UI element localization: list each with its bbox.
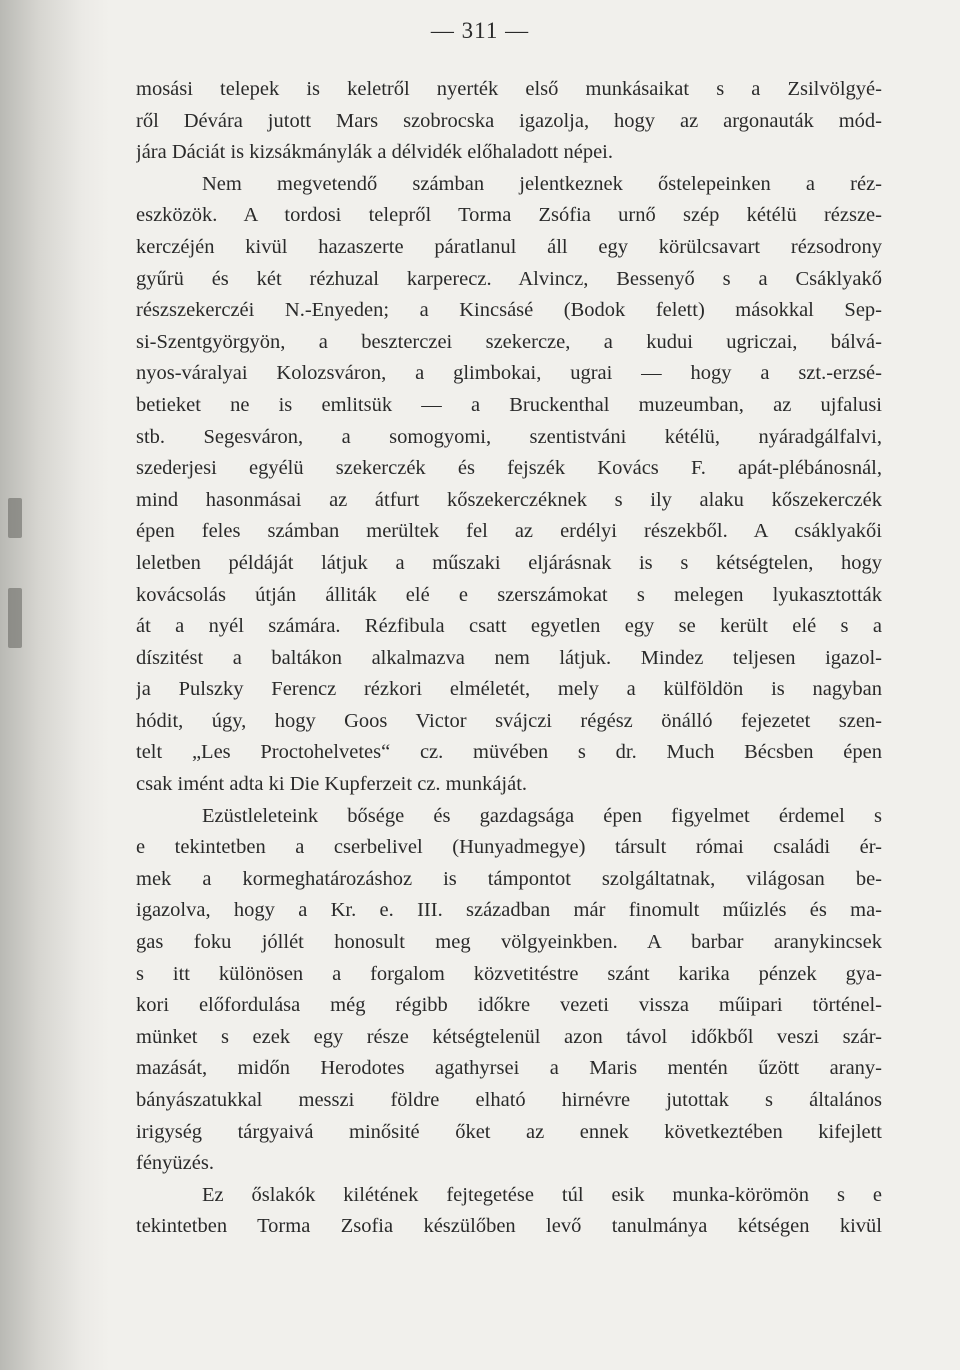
- text-line: jára Dáciát is kizsákmánylák a délvidék előhaladott népei.: [136, 141, 614, 164]
- text-line: e tekintetben a cserbelivel (Hunyadmegye) társult római családi ér-: [136, 836, 882, 859]
- text-line: csak imént adta ki Die Kupferzeit cz. munkáját.: [136, 773, 528, 796]
- text-line: mazását, midőn Herodotes agathyrsei a Maris mentén űzött arany-: [136, 1057, 882, 1080]
- text-line: mek a kormeghatározáshoz is támpontot szolgáltatnak, világosan be-: [136, 867, 882, 890]
- text-line: telt „Les Proctohelvetes“ cz. müvében s dr. Much Bécsben épen: [136, 741, 882, 764]
- text-line: Nem megvetendő számban jelentkeznek őstelepeinken a réz-: [202, 172, 882, 195]
- text-line: leletben példáját látjuk a műszaki eljárásnak is s kétségtelen, hogy: [136, 551, 882, 574]
- text-line: hódit, úgy, hogy Goos Victor svájczi régész önálló fejezetet szen-: [136, 709, 882, 732]
- text-line: bányászatukkal messzi földre elható hirnévre jutottak s általános: [136, 1089, 882, 1111]
- text-line: gas foku jóllét honosult meg völgyeinkben. A barbar aranykincsek: [136, 931, 882, 954]
- text-line: nyos-váralyai Kolozsváron, a glimbokai, ugrai — hogy a szt.-erzsé-: [136, 362, 882, 385]
- text-line: kori előfordulása még régibb időkre vezeti vissza műipari történel-: [136, 994, 882, 1017]
- text-line: Ezüstleleteink bősége és gazdagsága épen figyelmet érdemel s: [202, 804, 882, 827]
- scan-artifact-mark: [8, 498, 22, 538]
- text-line: részszekerczéi N.-Enyeden; a Kincsásé (Bodok felett) másokkal Sep-: [136, 299, 882, 322]
- page-number: — 311 —: [430, 18, 530, 43]
- text-line: si-Szentgyörgyön, a beszterczei szekercze, a kudui ugriczai, bálvá-: [136, 330, 882, 353]
- text-line: Ez őslakók kilétének fejtegetése túl esik munka-körömön s e: [202, 1183, 882, 1206]
- text-line: betieket ne is emlitsük — a Bruckenthal muzeumban, az ujfalusi: [136, 393, 882, 416]
- text-line: tekintetben Torma Zsofia készülőben levő tanulmánya kétségen kivül: [136, 1215, 882, 1238]
- text-line: igazolva, hogy a Kr. e. III. században már finomult műizlés és ma-: [136, 899, 882, 922]
- text-line: mind hasonmásai az átfurt kőszekerczéknek s ily alaku kőszekerczék: [136, 488, 882, 511]
- text-line: kovácsolás útján álliták elé e szerszámokat s melegen lyukasztották: [136, 583, 882, 606]
- text-line: fényüzés.: [136, 1152, 214, 1175]
- text-line: át a nyél számára. Rézfibula csatt egyetlen egy se került elé s a: [136, 615, 882, 638]
- text-line: s itt különösen a forgalom közvetitéstre szánt karika pénzek gya-: [136, 962, 882, 985]
- text-line: münket s ezek egy része kétségtelenül azon távol időkből veszi szár-: [136, 1025, 882, 1048]
- text-line: ja Pulszky Ferencz rézkori elméletét, mely a külföldön is nagyban: [136, 678, 882, 701]
- text-line: díszitést a baltákon alkalmazva nem látjuk. Mindez teljesen igazol-: [136, 646, 882, 669]
- text-line: kerczéjén kivül hazaszerte páratlanul áll egy körülcsavart rézsodrony: [136, 235, 882, 258]
- text-line: szederjesi egyélü szekerczék és fejszék Kovács F. apát-plébánosnál,: [136, 457, 882, 480]
- text-line: gyűrü és két rézhuzal karperecz. Alvincz, Bessenyő s a Csáklyakő: [136, 267, 882, 290]
- text-line: stb. Segesváron, a somogyomi, szentistváni kétélü, nyáradgálfalvi,: [136, 425, 882, 448]
- text-line: irigység tárgyaivá minősité őket az ennek következtében kifejlett: [136, 1120, 882, 1143]
- scan-shadow-edge: [0, 0, 110, 1370]
- body-text: [136, 74, 882, 1243]
- scan-artifact-mark: [8, 588, 22, 648]
- text-line: mosási telepek is keletről nyerték első munkásaikat s a Zsilvölgyé-: [136, 78, 882, 100]
- text-line: épen feles számban merültek fel az erdélyi részekből. A csáklyakői: [136, 520, 882, 543]
- text-line: ről Dévára jutott Mars szobrocska igazolja, hogy az argonauták mód-: [136, 109, 882, 132]
- text-line: eszközök. A tordosi telepről Torma Zsófia urnő szép kétélü rézsze-: [136, 204, 882, 227]
